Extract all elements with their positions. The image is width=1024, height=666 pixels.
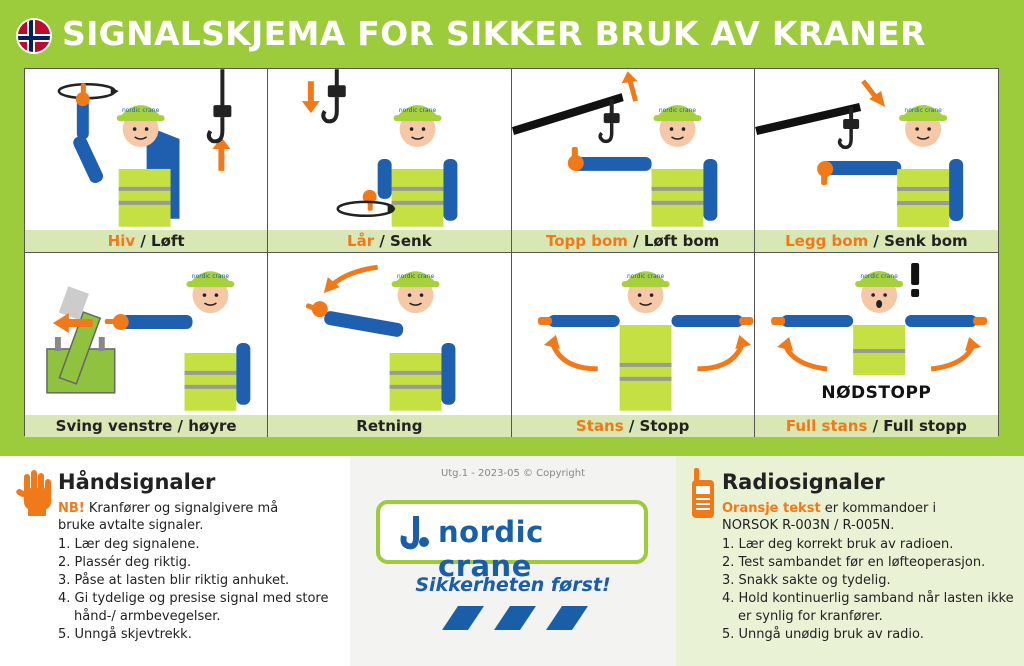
emergency-stop-label: NØDSTOPP <box>821 383 932 403</box>
helmet-logo: nordic crane <box>904 107 942 114</box>
list-item: 3. Påse at lasten blir riktig anhuket. <box>58 573 290 588</box>
header <box>0 6 1024 66</box>
radio-signals-note: Oransje tekst er kommandoer i <box>722 501 937 516</box>
slew-signal-illustration <box>25 253 267 415</box>
list-item: 5. Unngå skjevtrekk. <box>58 627 192 642</box>
stop-signal-illustration <box>512 253 754 415</box>
list-item: 4. Hold kontinuerlig samband når lasten ikke er synlig for kranfører. <box>722 591 1014 624</box>
list-item: 4. Gi tydelige og presise signal med store hånd-/ armbevegelser. <box>58 591 329 624</box>
signal-caption: Hiv / Løft <box>25 230 267 252</box>
list-item: 1. Lær deg signalene. <box>58 537 200 552</box>
slogan: Sikkerheten først! <box>415 574 611 596</box>
stripes-decoration <box>432 606 596 630</box>
hand-signals-panel <box>0 456 350 666</box>
signal-caption: Retning <box>268 415 510 437</box>
helmet-logo: nordic crane <box>658 107 696 115</box>
hoist-signal-illustration <box>25 69 267 231</box>
helmet-logo: nordic crane <box>399 107 437 115</box>
list-item: 2. Test sambandet før en løfteoperasjon. <box>722 555 986 570</box>
signal-caption: Topp bom / Løft bom <box>512 230 754 252</box>
list-item: 1. Lær deg korrekt bruk av radioen. <box>722 537 954 552</box>
helmet-logo: nordic crane <box>191 273 230 281</box>
list-item: 2. Plassér deg riktig. <box>58 555 192 570</box>
list-item: 3. Snakk sakte og tydelig. <box>722 573 891 588</box>
signal-cell-full-stans <box>755 253 998 437</box>
lower-boom-illustration <box>755 69 998 231</box>
signal-cell-retning <box>268 253 511 437</box>
direction-signal-illustration <box>268 253 510 415</box>
nordic-crane-logo <box>376 500 648 583</box>
helmet-logo: nordic crane <box>397 273 435 281</box>
hand-signals-note: NB! Kranfører og signalgivere må <box>58 501 279 516</box>
raise-boom-illustration <box>512 69 754 231</box>
signal-caption: Sving venstre / høyre <box>25 415 267 437</box>
radio-signals-panel <box>676 456 1024 666</box>
page-title: SIGNALSKJEMA FOR SIKKER BRUK AV KRANER <box>62 14 926 53</box>
lower-signal-illustration <box>268 69 510 231</box>
signal-cell-lar <box>268 69 511 253</box>
radio-signals-note-line2: NORSOK R-003N / R-005N. <box>722 518 895 533</box>
helmet-logo: nordic crane <box>626 273 664 281</box>
norway-flag-icon <box>16 18 52 54</box>
radio-icon <box>690 468 716 518</box>
signal-cell-sving <box>25 253 268 437</box>
signal-cell-topp-bom <box>512 69 755 253</box>
hand-signals-list <box>58 536 344 644</box>
helmet-logo: nordic crane <box>860 273 898 280</box>
helmet-logo: nordic crane <box>122 107 160 115</box>
hand-icon <box>16 470 52 516</box>
brand-panel <box>350 456 676 666</box>
signal-cell-hiv <box>25 69 268 253</box>
radio-signals-list <box>722 536 1018 644</box>
logo-text: nordic crane <box>438 515 544 583</box>
signal-cell-stans <box>512 253 755 437</box>
radio-signals-heading: Radiosignaler <box>722 470 885 494</box>
copyright-text: Utg.1 - 2023-05 © Copyright <box>440 468 586 479</box>
signal-caption: Stans / Stopp <box>512 415 754 437</box>
hand-signals-heading: Håndsignaler <box>58 470 216 494</box>
signal-caption: Full stans / Full stopp <box>755 415 998 437</box>
signal-grid <box>24 68 999 436</box>
list-item: 5. Unngå unødig bruk av radio. <box>722 627 924 642</box>
signal-caption: Legg bom / Senk bom <box>755 230 998 252</box>
hand-signals-note-line2: bruke avtalte signaler. <box>58 518 204 533</box>
signal-cell-legg-bom <box>755 69 998 253</box>
crane-hook-logo-icon <box>400 516 432 550</box>
signal-caption: Lår / Senk <box>268 230 510 252</box>
